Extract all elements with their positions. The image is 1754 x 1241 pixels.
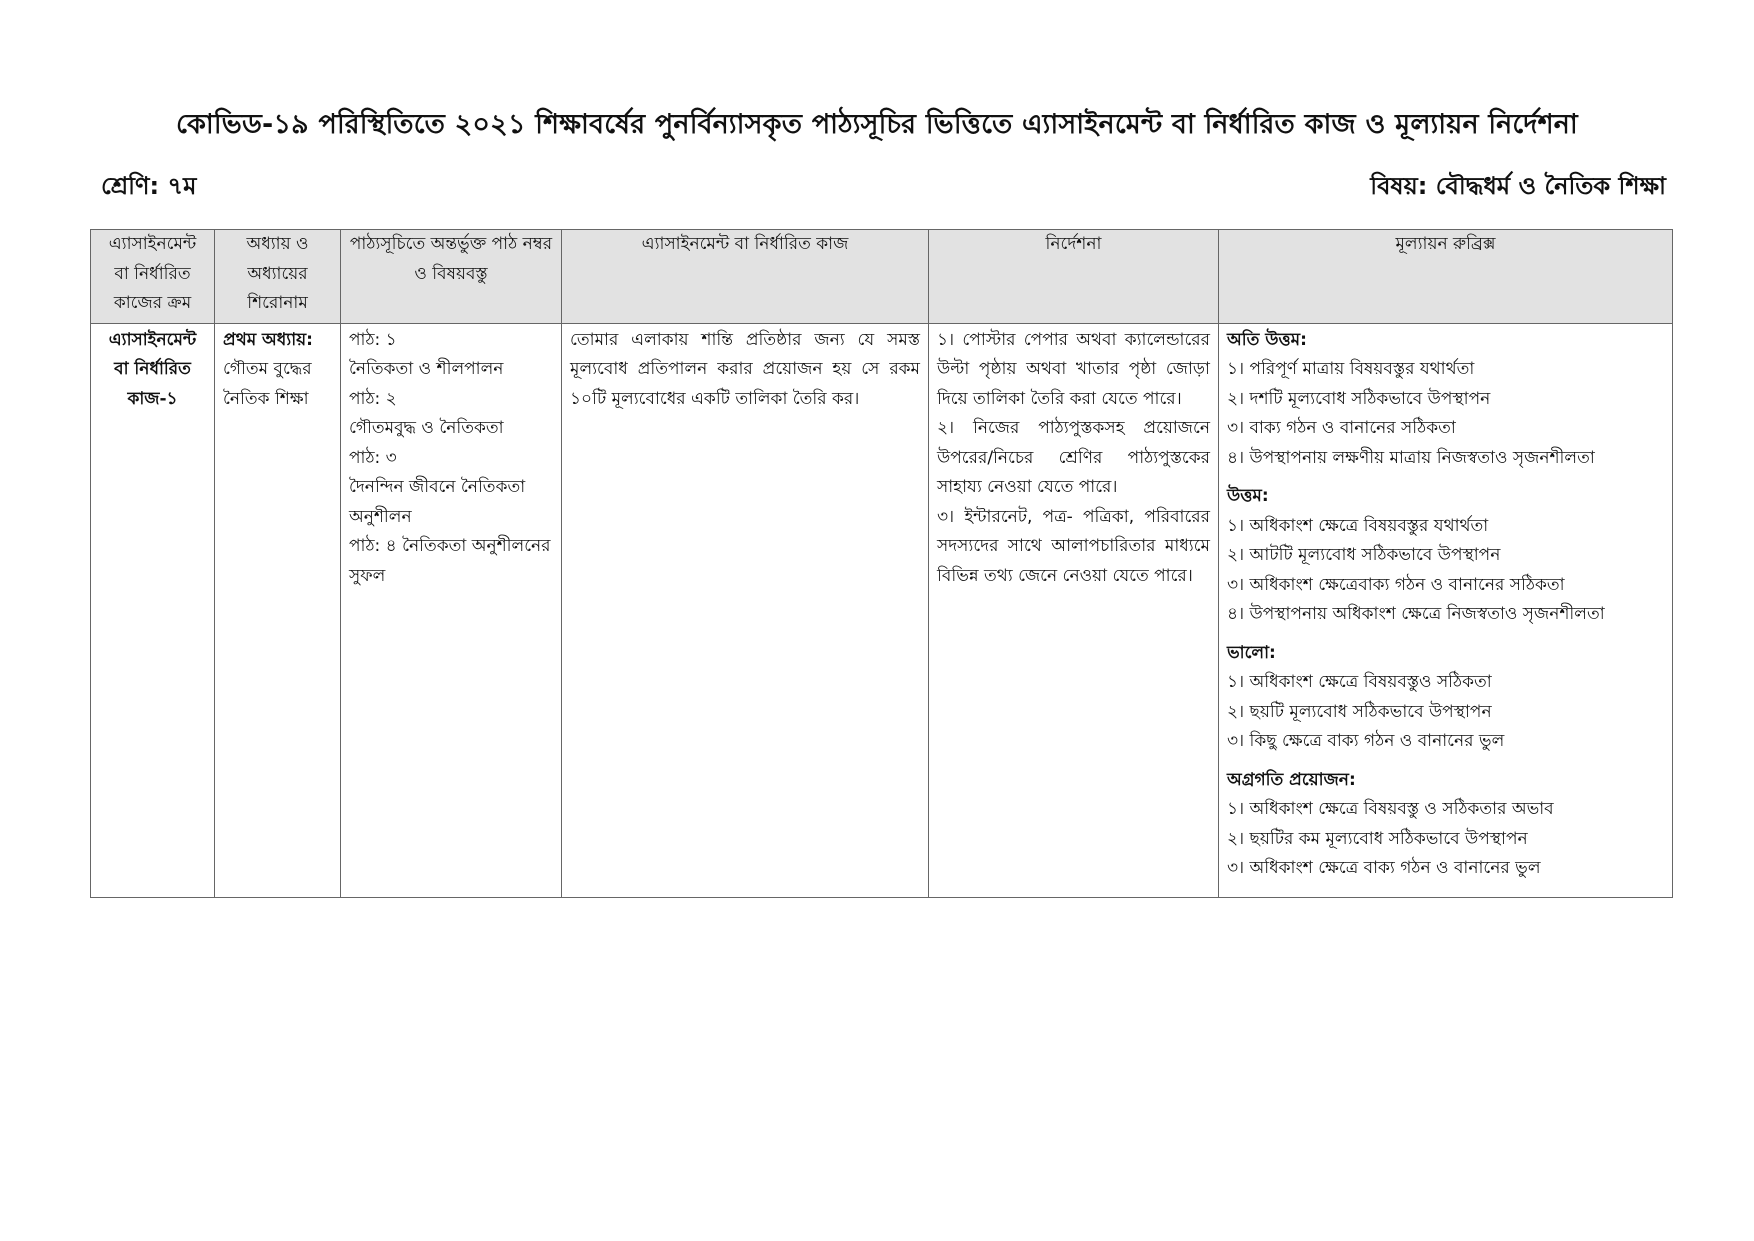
rubric-item: ২। ছয়টির কম মূল্যবোধ সঠিকভাবে উপস্থাপন (1227, 828, 1528, 849)
rubric-heading: অগ্রগতি প্রয়োজন: (1227, 769, 1356, 790)
lesson-line: পাঠ: ৩ (349, 447, 397, 468)
table-header-row (91, 230, 1673, 324)
header-chapter: অধ্যায় ও অধ্যায়ের শিরোনাম (215, 230, 341, 324)
lesson-line: নৈতিকতা ও শীলপালন (349, 359, 504, 379)
header-instructions: নির্দেশনা (929, 230, 1219, 324)
rubric-item: ৪। উপস্থাপনায় অধিকাংশ ক্ষেত্রে নিজস্বতাও সৃজনশীলতা (1227, 604, 1605, 624)
document-title: কোভিড-১৯ পরিস্থিতিতে ২০২১ শিক্ষাবর্ষের পুনর্বিন্যাসকৃত পাঠ্যসূচির ভিত্তিতে এ্যাসাইনমেন্ট বা নির্ধারিত কাজ ও মূল্যায়ন নির্দেশনা (176, 109, 1578, 140)
rubric-item: ৩। অধিকাংশ ক্ষেত্রে বাক্য গঠন ও বানানের ভুল (1227, 858, 1541, 878)
header-rubrics: মূল্যায়ন রুব্রিক্স (1219, 230, 1673, 324)
lesson-line: দৈনন্দিন জীবনে নৈতিকতা অনুশীলন (349, 477, 526, 527)
rubric-item: ৪। উপস্থাপনায় লক্ষণীয় মাত্রায় নিজস্বতাও সৃজনশীলতা (1227, 447, 1595, 468)
cell-task: তোমার এলাকায় শান্তি প্রতিষ্ঠার জন্য যে সমস্ত মূল্যবোধ প্রতিপালন করার প্রয়োজন হয় সে রকম ১০টি মূল্যবোধের একটি তালিকা তৈরি কর। (562, 323, 929, 897)
chapter-title: গৌতম বুদ্ধের নৈতিক শিক্ষা (223, 359, 312, 409)
instruction-item: ১। পোস্টার পেপার অথবা ক্যালেন্ডারের উল্টা পৃষ্ঠায় অথবা খাতার পৃষ্ঠা জোড়া দিয়ে তালিকা তৈরি করা যেতে পারে। (937, 329, 1210, 409)
rubric-item: ১। অধিকাংশ ক্ষেত্রে বিষয়বস্তুও সঠিকতা (1227, 672, 1492, 692)
rubric-item: ১। পরিপূর্ণ মাত্রায় বিষয়বস্তুর যথার্থতা (1227, 359, 1475, 379)
chapter-label: প্রথম অধ্যায়: (223, 329, 313, 350)
cell-chapter (215, 323, 341, 897)
rubric-item: ২। ছয়টি মূল্যবোধ সঠিকভাবে উপস্থাপন (1227, 701, 1492, 722)
rubric-item: ৩। বাক্য গঠন ও বানানের সঠিকতা (1227, 418, 1456, 438)
rubric-good (1227, 482, 1664, 630)
instruction-item: ৩। ইন্টারনেট, পত্র- পত্রিকা, পরিবারের সদস্যদের সাথে আলাপচারিতার মাধ্যমে বিভিন্ন তথ্য জেনে নেওয়া যেতে পারে। (937, 506, 1210, 586)
lesson-line: পাঠ: ৪ নৈতিকতা অনুশীলনের সুফল (349, 536, 551, 586)
lesson-line: পাঠ: ১ (349, 329, 397, 350)
lesson-line: পাঠ: ২ (349, 388, 397, 409)
rubric-item: ২। আটটি মূল্যবোধ সঠিকভাবে উপস্থাপন (1227, 545, 1501, 565)
cell-instructions (929, 323, 1219, 897)
class-label: শ্রেণি: ৭ম (101, 172, 197, 200)
lesson-line: গৌতমবুদ্ধ ও নৈতিকতা (349, 418, 504, 438)
rubric-heading: ভালো: (1227, 642, 1276, 663)
cell-assignment-no: এ্যাসাইনমেন্ট বা নির্ধারিত কাজ-১ (91, 323, 215, 897)
rubric-heading: অতি উত্তম: (1227, 329, 1307, 350)
rubric-fair (1227, 639, 1664, 757)
instruction-item: ২। নিজের পাঠ্যপুস্তকসহ প্রয়োজনে উপরের/নিচের শ্রেণির পাঠ্যপুস্তকের সাহায্য নেওয়া যেতে পারে। (937, 418, 1210, 497)
rubric-needs-improvement (1227, 766, 1664, 884)
subject-label: বিষয়: বৌদ্ধধর্ম ও নৈতিক শিক্ষা (1370, 172, 1666, 200)
header-lessons: পাঠ্যসূচিতে অন্তর্ভুক্ত পাঠ নম্বর ও বিষয়বস্তু (341, 230, 562, 324)
rubric-item: ১। অধিকাংশ ক্ষেত্রে বিষয়বস্তুর যথার্থতা (1227, 515, 1489, 536)
cell-lessons (341, 323, 562, 897)
cell-rubrics (1219, 323, 1673, 897)
header-assignment-order: এ্যাসাইনমেন্ট বা নির্ধারিত কাজের ক্রম (91, 230, 215, 324)
rubric-item: ৩। অধিকাংশ ক্ষেত্রেবাক্য গঠন ও বানানের সঠিকতা (1227, 574, 1565, 595)
rubric-heading: উত্তম: (1227, 486, 1269, 506)
rubric-item: ৩। কিছু ক্ষেত্রে বাক্য গঠন ও বানানের ভুল (1227, 731, 1505, 751)
table-row (91, 323, 1673, 897)
header-task: এ্যাসাইনমেন্ট বা নির্ধারিত কাজ (562, 230, 929, 324)
rubric-item: ১। অধিকাংশ ক্ষেত্রে বিষয়বস্তু ও সঠিকতার অভাব (1227, 799, 1554, 819)
rubric-excellent (1227, 326, 1664, 474)
rubric-item: ২। দশটি মূল্যবোধ সঠিকভাবে উপস্থাপন (1227, 388, 1491, 409)
assignment-table (90, 229, 1673, 898)
